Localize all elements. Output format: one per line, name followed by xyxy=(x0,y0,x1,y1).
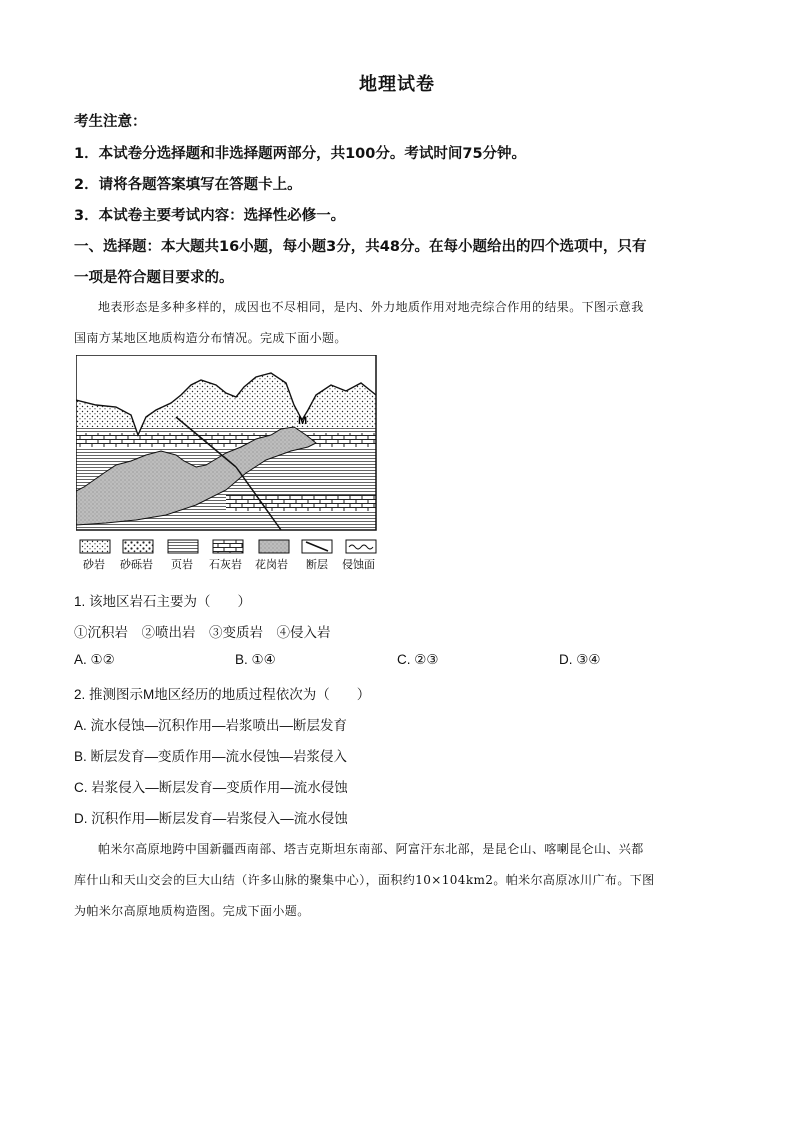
legend-swatch-conglomerate xyxy=(123,540,153,553)
legend-label-conglomerate: 砂砾岩 xyxy=(120,558,153,571)
legend-swatch-limestone xyxy=(213,540,243,553)
legend-label-limestone: 石灰岩 xyxy=(209,558,242,571)
legend-label-erosion-surface: 侵蚀面 xyxy=(342,558,375,571)
q1-choices: ①沉积岩 ②喷出岩 ③变质岩 ④侵入岩 xyxy=(74,625,331,640)
passage1-line1: 地表形态是多种多样的，成因也不尽相同，是内、外力地质作用对地壳综合作用的结果。下图示意我 xyxy=(98,300,644,314)
page-title: 地理试卷 xyxy=(359,74,435,95)
legend-label-sandstone: 砂岩 xyxy=(83,558,105,571)
legend-label-shale: 页岩 xyxy=(171,558,193,571)
notice-3: 3．本试卷主要考试内容：选择性必修一。 xyxy=(74,208,346,224)
notice-2: 2．请将各题答案填写在答题卡上。 xyxy=(74,177,302,193)
notice-1: 1．本试卷分选择题和非选择题两部分，共100分。考试时间75分钟。 xyxy=(74,146,527,162)
notice-heading: 考生注意： xyxy=(74,114,147,130)
legend-label-fault: 断层 xyxy=(306,558,328,571)
passage2-line1: 帕米尔高原地跨中国新疆西南部、塔吉克斯坦东南部、阿富汗东北部，是昆仑山、喀喇昆仑山、兴都 xyxy=(98,842,644,856)
legend-label-granite: 花岗岩 xyxy=(255,558,288,571)
q1-stem: 1. 该地区岩石主要为（ ） xyxy=(74,594,252,609)
passage1-line2: 国南方某地区地质构造分布情况。完成下面小题。 xyxy=(74,331,347,345)
q2-option-b[interactable]: B. 断层发育—变质作用—流水侵蚀—岩浆侵入 xyxy=(74,749,348,764)
legend-swatch-sandstone xyxy=(80,540,110,553)
q2-option-a[interactable]: A. 流水侵蚀—沉积作用—岩浆喷出—断层发育 xyxy=(74,718,348,733)
q1-option-d[interactable]: D. ③④ xyxy=(559,652,601,667)
passage2-line3: 为帕米尔高原地质构造图。完成下面小题。 xyxy=(74,904,310,918)
marker-m: M xyxy=(298,415,308,427)
q1-option-c[interactable]: C. ②③ xyxy=(397,652,439,667)
q2-option-c[interactable]: C. 岩浆侵入—断层发育—变质作用—流水侵蚀 xyxy=(74,780,348,795)
legend-swatch-shale xyxy=(168,540,198,553)
cross-section-block xyxy=(76,355,376,530)
section-heading-line2: 一项是符合题目要求的。 xyxy=(74,270,234,286)
q2-stem: 2. 推测图示M地区经历的地质过程依次为（ ） xyxy=(74,687,371,702)
section-heading-line1: 一、选择题：本大题共16小题，每小题3分，共48分。在每小题给出的四个选项中，只有 xyxy=(74,239,647,255)
figure-legend xyxy=(80,540,376,571)
q1-option-b[interactable]: B. ①④ xyxy=(235,652,276,667)
passage2-line2: 库什山和天山交会的巨大山结（许多山脉的聚集中心），面积约10×104km2。帕米尔高原冰川广布。下图 xyxy=(74,873,655,887)
q1-option-a[interactable]: A. ①② xyxy=(74,652,115,667)
legend-swatch-granite xyxy=(259,540,289,553)
q2-option-d[interactable]: D. 沉积作用—断层发育—岩浆侵入—流水侵蚀 xyxy=(74,811,348,826)
geologic-cross-section-figure xyxy=(76,355,388,575)
